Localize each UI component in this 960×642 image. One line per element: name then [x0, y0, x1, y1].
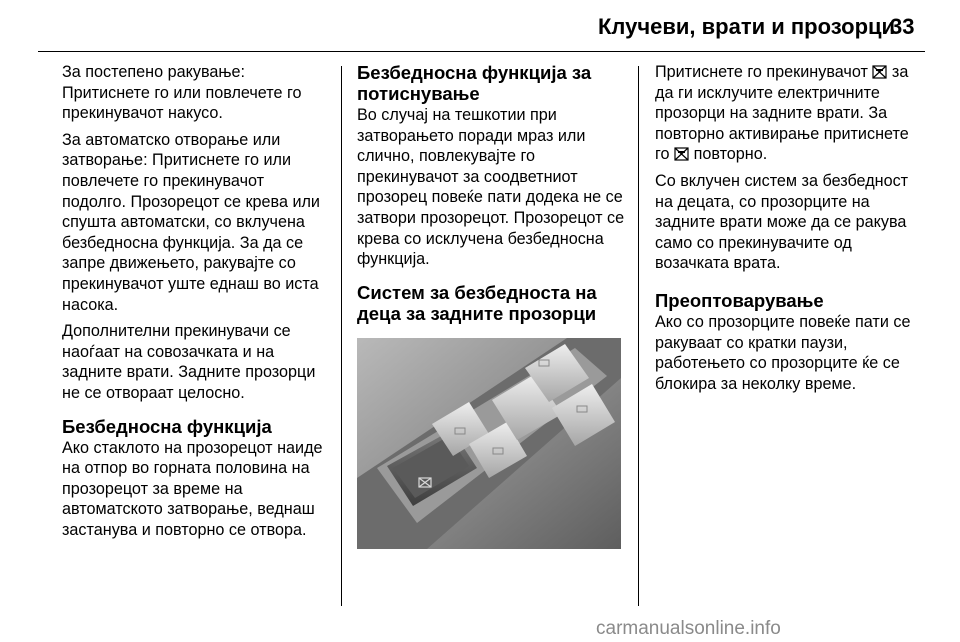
child-lock-text-a: Притиснете го прекинувачот — [655, 63, 868, 81]
paragraph-automatic-operation: За автоматско отворање или затворање: Притиснете го или повлечете го прекинувачот подолго. Прозорецот се крева или спушта автоматски, со вклучена безбедносна функција. За да се запре движењето, ракувајте со прекинувачот уште еднаш во иста насока. — [62, 130, 320, 314]
paragraph-gradual-operation: За постепено ракување: Притиснете го или повлечете го прекинувачот накусо. — [62, 63, 302, 123]
watermark: carmanualsonline.info — [596, 618, 781, 639]
column-3 — [655, 62, 925, 400]
window-switch-panel-photo — [357, 338, 621, 549]
paragraph-override-safety: Во случај на тешкотии при затворањето поради мраз или слично, повлекувајте го прекинувачот за соодветниот прозорец повеќе пати додека не се затвори прозорецот. Прозорецот се крева со исклучена безбедносна функција. — [357, 106, 625, 269]
paragraph-safety-function: Ако стаклото на прозорецот наиде на отпор во горната половина на прозорецот за време на автоматското затворање, веднаш застанува и повторно се отвора. — [62, 438, 323, 539]
child-lock-window-icon — [872, 65, 887, 79]
header-rule — [38, 51, 925, 52]
heading-safety-function: Безбедносна функција — [62, 415, 272, 437]
child-lock-window-icon — [674, 147, 689, 161]
heading-child-safety: Систем за безбедноста на деца за задните прозорци — [357, 281, 597, 324]
column-2 — [357, 62, 625, 549]
paragraph-child-lock-instructions — [655, 62, 925, 165]
column-divider-2 — [638, 66, 639, 606]
heading-override-safety: Безбедносна функција за потиснување — [357, 62, 592, 104]
column-divider-1 — [341, 66, 342, 606]
page-title: Клучеви, врати и прозорци — [598, 14, 896, 39]
child-lock-text-b: за да ги исклучите електричните прозорци на задните врати. За повторно активирање притиснете го — [655, 63, 909, 164]
page-number: 33 — [890, 14, 915, 39]
heading-overload: Преоптоварување — [655, 289, 824, 311]
paragraph-overload: Ако со прозорците повеќе пати се ракуваат со кратки паузи, работењето со прозорците ќе се блокира за неколку време. — [655, 312, 911, 393]
child-lock-text-c: повторно. — [693, 145, 768, 164]
column-1 — [62, 62, 332, 546]
paragraph-child-lock-effect: Со вклучен систем за безбедност на децата, со прозорците на задните врати може да се ракува само со прекинувачите од возачката врата. — [655, 171, 909, 273]
page-header — [0, 0, 960, 52]
paragraph-additional-switches: Дополнителни прекинувачи се наоѓаат на совозачката и на задните врати. Задните прозорци не се отвораат целосно. — [62, 322, 316, 402]
